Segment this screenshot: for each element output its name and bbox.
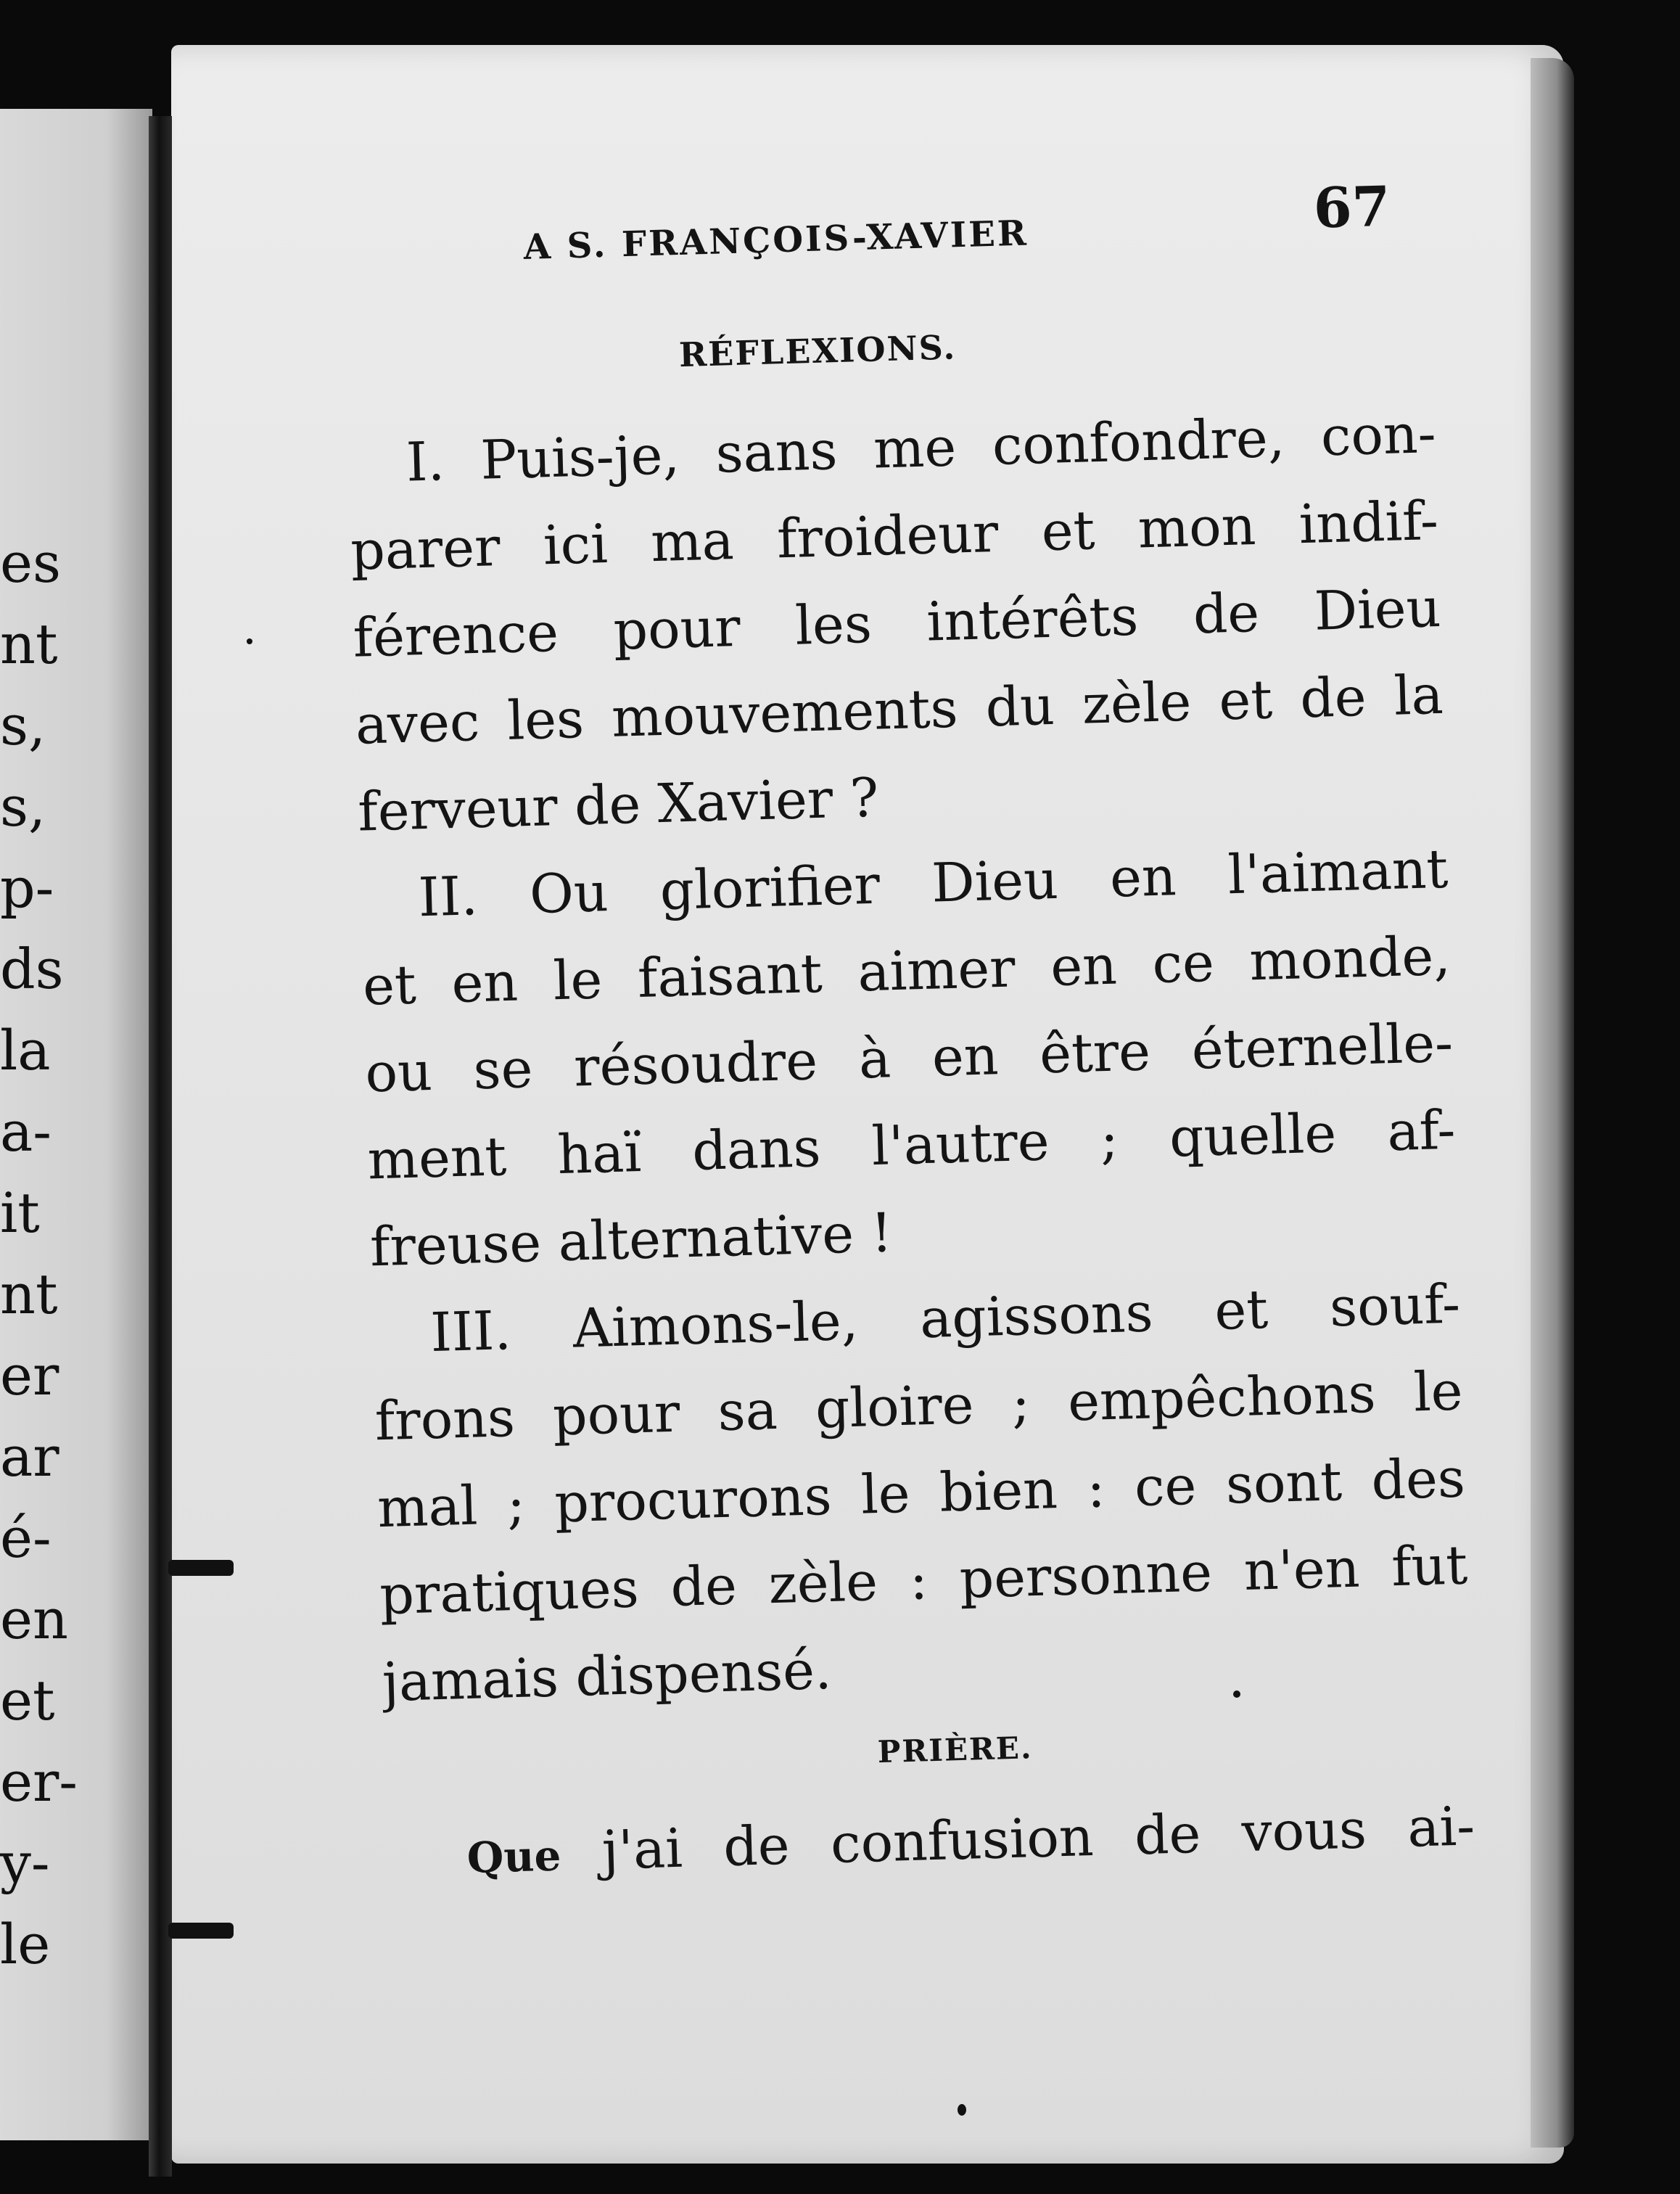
left-fragment: es <box>0 530 61 595</box>
left-fragment: s, <box>0 774 46 839</box>
text-line: jamais dispensé. <box>381 1638 833 1714</box>
running-head: A S. FRANÇOIS-XAVIER <box>523 213 1029 268</box>
left-fragment: p- <box>0 855 54 920</box>
text-line: frons pour sa gloire ; empêchons le <box>374 1360 1464 1453</box>
book-gutter <box>149 116 172 2177</box>
left-fragment: le <box>0 1912 51 1976</box>
left-fragment: nt <box>0 612 58 676</box>
left-fragment: er- <box>0 1749 78 1814</box>
text-line: ferveur de Xavier ? <box>357 766 880 844</box>
left-fragment: ar <box>0 1424 59 1489</box>
text-line: ou se résoudre à en être éternelle- <box>364 1011 1454 1105</box>
left-fragment: en <box>0 1587 68 1651</box>
text-line: pratiques de zèle : personne n'en fut <box>379 1534 1469 1627</box>
section-heading: RÉFLEXIONS. <box>678 327 957 375</box>
left-fragment: y- <box>0 1831 50 1895</box>
text-line: ment haï dans l'autre ; quelle af- <box>366 1098 1457 1192</box>
text-line: II. Ou glorifier Dieu en l'aimant <box>417 837 1449 929</box>
left-fragment: s, <box>0 693 46 757</box>
left-fragment: é- <box>0 1505 52 1570</box>
binding-stitch <box>168 1560 234 1576</box>
prayer-line-rest: j'ai de confusion de vous ai- <box>601 1795 1476 1882</box>
page-number: 67 <box>1312 173 1391 241</box>
left-fragment: ds <box>0 937 64 1001</box>
left-fragment: nt <box>0 1262 58 1326</box>
left-fragment: it <box>0 1180 40 1245</box>
page-edge <box>1531 58 1574 2148</box>
left-fragment: a- <box>0 1099 52 1164</box>
text-line: mal ; procurons le bien : ce sont des <box>376 1447 1466 1540</box>
text-line: III. Aimons-le, agissons et souf- <box>429 1273 1462 1365</box>
text-line: et en le faisant aimer en ce monde, <box>361 924 1452 1018</box>
prayer-heading: PRIÈRE. <box>877 1730 1034 1770</box>
scan-speck <box>958 2104 966 2116</box>
binding-stitch <box>168 1923 234 1939</box>
text-line: I. Puis-je, sans me confondre, con- <box>405 402 1437 494</box>
left-fragment: er <box>0 1343 59 1408</box>
text-line: férence pour les intérêts de Dieu <box>352 576 1442 670</box>
left-fragment: la <box>0 1018 51 1082</box>
reflections-text <box>347 390 1471 1726</box>
scan-speck <box>247 638 252 644</box>
text-line: avec les mouvements du zèle et de la <box>354 663 1444 757</box>
text-line: parer ici ma froideur et mon indif- <box>350 489 1440 583</box>
left-page-line-fragments <box>0 522 145 1985</box>
left-page <box>0 109 152 2140</box>
prayer-first-word: Que <box>466 1831 562 1883</box>
left-fragment: et <box>0 1668 55 1733</box>
scan-speck <box>1233 1690 1240 1698</box>
text-line: freuse alternative ! <box>369 1201 894 1279</box>
